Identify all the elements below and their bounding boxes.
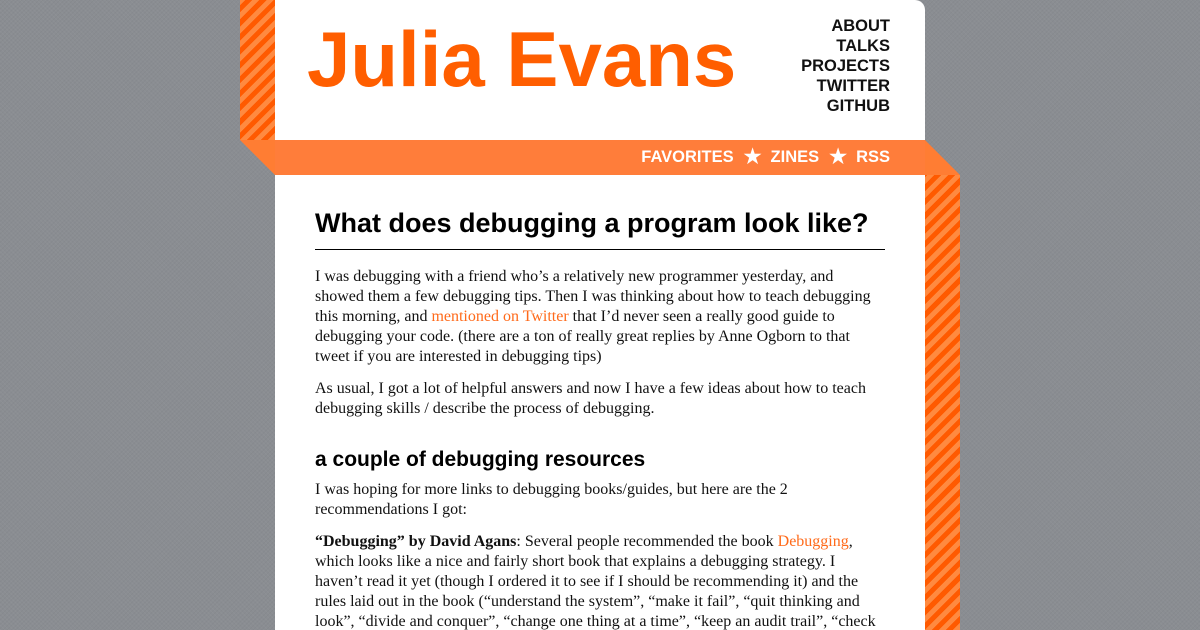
star-icon: ★	[743, 146, 762, 168]
section-heading: a couple of debugging resources	[315, 448, 646, 471]
paragraph-text: I was debugging with a friend who’s a relatively new programmer yesterday, and showed them a few debugging tips. Then I was thinking about how to teach debugging this morning, and	[315, 268, 871, 325]
nav-link-twitter[interactable]: TWITTER	[816, 77, 890, 95]
book-title-bold: “Debugging” by David Agans	[315, 533, 517, 550]
paragraph-text: , which looks like a nice and fairly short book that explains a debugging strategy. I haven’t read it yet (though I ordered it to see if I should be recommending it) and the rules laid out in the book (“understand the system”, “make it fail”, “quit thinking and look”, “divide and conquer”, “change one thing at a time”, “keep an audit trail”, “check	[315, 533, 876, 630]
sub-nav-ribbon	[275, 140, 925, 175]
debugging-book-link[interactable]: Debugging	[777, 533, 849, 550]
nav-link-projects[interactable]: PROJECTS	[801, 57, 890, 75]
nav-link-talks[interactable]: TALKS	[836, 37, 890, 55]
decorative-stripe-right	[925, 175, 960, 630]
star-icon: ★	[829, 146, 848, 168]
ribbon-fold-right	[925, 140, 960, 175]
nav-link-favorites[interactable]: FAVORITES	[641, 148, 734, 166]
main-nav	[801, 16, 890, 116]
mentioned-on-twitter-link[interactable]: mentioned on Twitter	[431, 308, 569, 325]
site-header	[275, 0, 925, 140]
site-title-link[interactable]: Julia Evans	[307, 15, 737, 103]
paragraph-text: that I’d never seen a really good guide to debugging your code. (there are a ton of really great replies by Anne Ogborn to that tweet if you are interested in debugging tips)	[315, 308, 850, 365]
post-paragraph	[315, 267, 885, 367]
post-paragraph: I was hoping for more links to debugging books/guides, but here are the 2 recommendations I got:	[315, 481, 788, 518]
post-paragraph: As usual, I got a lot of helpful answers and now I have a few ideas about how to teach debugging skills / describe the process of debugging.	[315, 380, 866, 417]
decorative-stripe-left	[240, 0, 275, 140]
nav-link-rss[interactable]: RSS	[856, 148, 890, 166]
nav-link-about[interactable]: ABOUT	[831, 17, 890, 35]
nav-link-github[interactable]: GITHUB	[826, 97, 890, 115]
post-paragraph	[315, 532, 885, 630]
nav-link-zines[interactable]: ZINES	[770, 148, 820, 166]
post-title: What does debugging a program look like?	[315, 205, 885, 250]
ribbon-fold-left	[240, 140, 275, 175]
paragraph-text: : Several people recommended the book	[516, 533, 778, 550]
post-content	[275, 175, 925, 630]
sub-nav	[641, 140, 890, 175]
